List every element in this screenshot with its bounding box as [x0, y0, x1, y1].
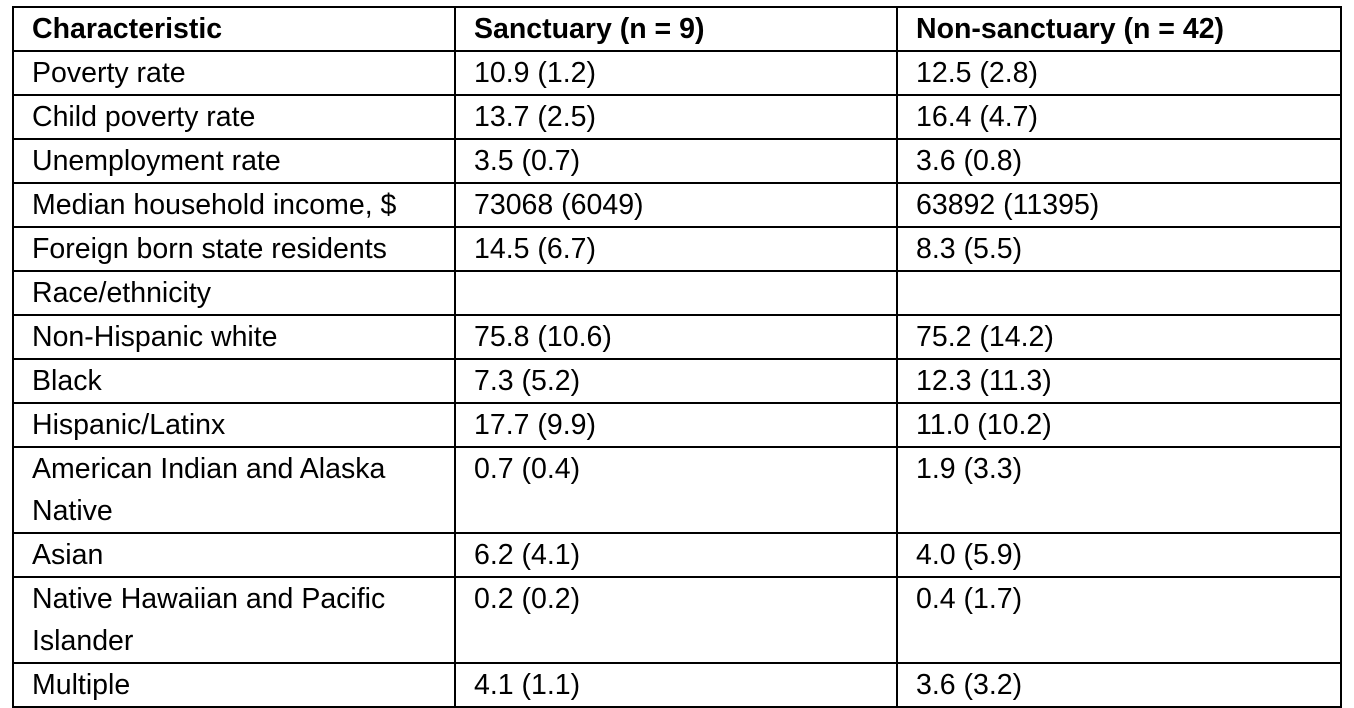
- non-sanctuary-value: 8.3 (5.5): [897, 227, 1341, 271]
- non-sanctuary-value: 16.4 (4.7): [897, 95, 1341, 139]
- table-row: [13, 139, 1341, 183]
- row-label: Median household income, $: [13, 183, 455, 227]
- row-label: Child poverty rate: [13, 95, 455, 139]
- sanctuary-value: 6.2 (4.1): [455, 533, 897, 577]
- row-label: Unemployment rate: [13, 139, 455, 183]
- header-non-sanctuary: Non-sanctuary (n = 42): [897, 7, 1341, 51]
- non-sanctuary-value: 4.0 (5.9): [897, 533, 1341, 577]
- table-row: [13, 577, 1341, 663]
- sanctuary-value: 10.9 (1.2): [455, 51, 897, 95]
- non-sanctuary-value: 75.2 (14.2): [897, 315, 1341, 359]
- table-row: [13, 95, 1341, 139]
- non-sanctuary-value: 63892 (11395): [897, 183, 1341, 227]
- sanctuary-value: 7.3 (5.2): [455, 359, 897, 403]
- table-row: [13, 533, 1341, 577]
- table-row: [13, 227, 1341, 271]
- sanctuary-value: 13.7 (2.5): [455, 95, 897, 139]
- table-row: [13, 447, 1341, 533]
- non-sanctuary-value: 12.5 (2.8): [897, 51, 1341, 95]
- table-row: [13, 183, 1341, 227]
- sanctuary-value: 17.7 (9.9): [455, 403, 897, 447]
- table-header-row: [13, 7, 1341, 51]
- non-sanctuary-value: 1.9 (3.3): [897, 447, 1341, 533]
- row-label: Non-Hispanic white: [13, 315, 455, 359]
- table-row: [13, 663, 1341, 707]
- sanctuary-value: 73068 (6049): [455, 183, 897, 227]
- row-label: American Indian and Alaska Native: [13, 447, 455, 533]
- table-row: [13, 359, 1341, 403]
- header-characteristic: Characteristic: [13, 7, 455, 51]
- table-row: [13, 51, 1341, 95]
- non-sanctuary-value: 3.6 (3.2): [897, 663, 1341, 707]
- row-label: Foreign born state residents: [13, 227, 455, 271]
- sanctuary-value: 75.8 (10.6): [455, 315, 897, 359]
- row-label: Asian: [13, 533, 455, 577]
- row-label: Multiple: [13, 663, 455, 707]
- non-sanctuary-value: 0.4 (1.7): [897, 577, 1341, 663]
- sanctuary-value: 0.2 (0.2): [455, 577, 897, 663]
- non-sanctuary-value: [897, 271, 1341, 315]
- non-sanctuary-value: 11.0 (10.2): [897, 403, 1341, 447]
- non-sanctuary-value: 12.3 (11.3): [897, 359, 1341, 403]
- table-row: [13, 315, 1341, 359]
- sanctuary-value: 0.7 (0.4): [455, 447, 897, 533]
- non-sanctuary-value: 3.6 (0.8): [897, 139, 1341, 183]
- sanctuary-value: 14.5 (6.7): [455, 227, 897, 271]
- row-label: Race/ethnicity: [13, 271, 455, 315]
- sanctuary-value: [455, 271, 897, 315]
- characteristics-table: [12, 6, 1342, 708]
- row-label: Poverty rate: [13, 51, 455, 95]
- table-row: [13, 403, 1341, 447]
- row-label: Native Hawaiian and Pacific Islander: [13, 577, 455, 663]
- row-label: Black: [13, 359, 455, 403]
- header-sanctuary: Sanctuary (n = 9): [455, 7, 897, 51]
- table-row: [13, 271, 1341, 315]
- sanctuary-value: 4.1 (1.1): [455, 663, 897, 707]
- row-label: Hispanic/Latinx: [13, 403, 455, 447]
- sanctuary-value: 3.5 (0.7): [455, 139, 897, 183]
